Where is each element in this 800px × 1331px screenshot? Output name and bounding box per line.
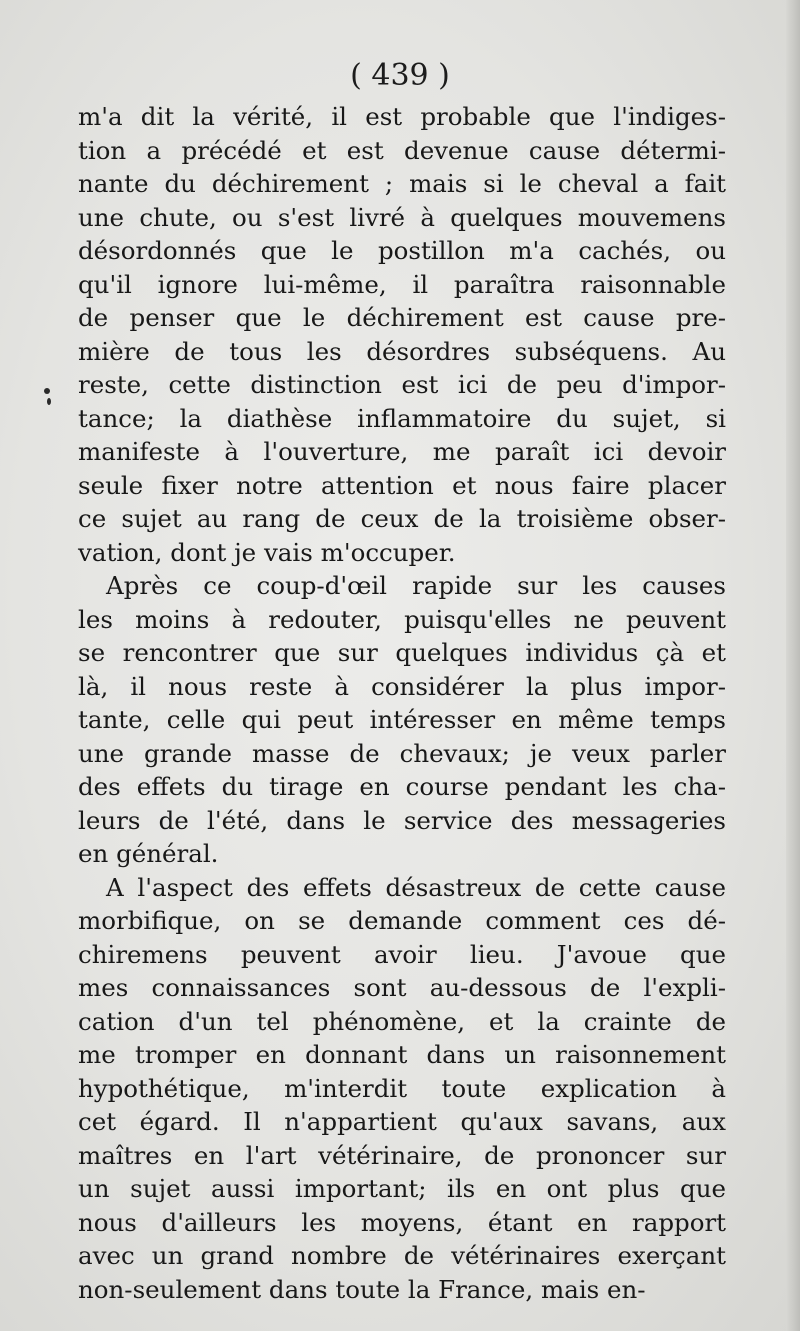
text-line: chiremens peuvent avoir lieu. J'avoue que <box>78 939 726 969</box>
text-line: me tromper en donnant dans un raisonnement <box>78 1040 726 1069</box>
text-line: mière de tous les désordres subséquens. Au <box>78 336 726 366</box>
text-line: tion a précédé et est devenue cause détermi- <box>78 135 726 165</box>
text-line: les moins à redouter, puisqu'elles ne peuvent <box>78 604 726 634</box>
text-line: tance; la diathèse inflammatoire du sujet, si <box>78 403 726 433</box>
text-line: A l'aspect des effets désastreux de cette cause <box>106 872 726 902</box>
text-line: ce sujet au rang de ceux de la troisième obser- <box>78 504 726 533</box>
text-line: maîtres en l'art vétérinaire, de prononcer sur <box>78 1140 726 1170</box>
text-line: vation, dont je vais m'occuper. <box>78 537 456 567</box>
text-line: un sujet aussi important; ils en ont plus que <box>78 1174 726 1203</box>
text-line: morbifique, on se demande comment ces dé- <box>78 906 726 935</box>
text-line: de penser que le déchirement est cause pre- <box>78 303 726 332</box>
text-line: Après ce coup-d'œil rapide sur les causes <box>106 571 726 600</box>
body-text <box>78 100 726 1306</box>
text-line: là, il nous reste à considérer la plus impor- <box>78 671 726 701</box>
text-line: cet égard. Il n'appartient qu'aux savans, aux <box>78 1107 726 1136</box>
text-line: une grande masse de chevaux; je veux parler <box>78 738 726 768</box>
text-line: leurs de l'été, dans le service des messageries <box>78 805 726 835</box>
text-line: une chute, ou s'est livré à quelques mouvemens <box>78 202 726 232</box>
text-line: hypothétique, m'interdit toute explication à <box>78 1073 726 1103</box>
text-line: se rencontrer que sur quelques individus çà et <box>78 638 726 667</box>
text-line: en général. <box>78 839 219 868</box>
text-line: désordonnés que le postillon m'a cachés, ou <box>78 236 726 265</box>
page-edge <box>786 0 800 1331</box>
text-line: m'a dit la vérité, il est probable que l'indiges- <box>78 102 726 131</box>
text-line: mes connaissances sont au-dessous de l'expli- <box>78 973 726 1002</box>
ink-speck <box>44 388 50 394</box>
text-line: cation d'un tel phénomène, et la crainte de <box>78 1006 726 1036</box>
text-line: non-seulement dans toute la France, mais en- <box>78 1274 646 1304</box>
text-line: reste, cette distinction est ici de peu d'impor- <box>78 370 726 399</box>
ink-speck <box>47 398 51 405</box>
text-line: avec un grand nombre de vétérinaires exerçant <box>78 1241 726 1270</box>
text-line: nous d'ailleurs les moyens, étant en rapport <box>78 1207 726 1237</box>
text-line: nante du déchirement ; mais si le cheval a fait <box>78 169 726 198</box>
text-line: qu'il ignore lui-même, il paraîtra raisonnable <box>78 269 726 299</box>
text-line: manifeste à l'ouverture, me paraît ici devoir <box>78 437 726 466</box>
page-number: ( 439 ) <box>350 58 450 93</box>
text-line: tante, celle qui peut intéresser en même temps <box>78 705 726 734</box>
text-line: des effets du tirage en course pendant les cha- <box>78 772 726 801</box>
text-line: seule fixer notre attention et nous faire placer <box>78 470 726 500</box>
